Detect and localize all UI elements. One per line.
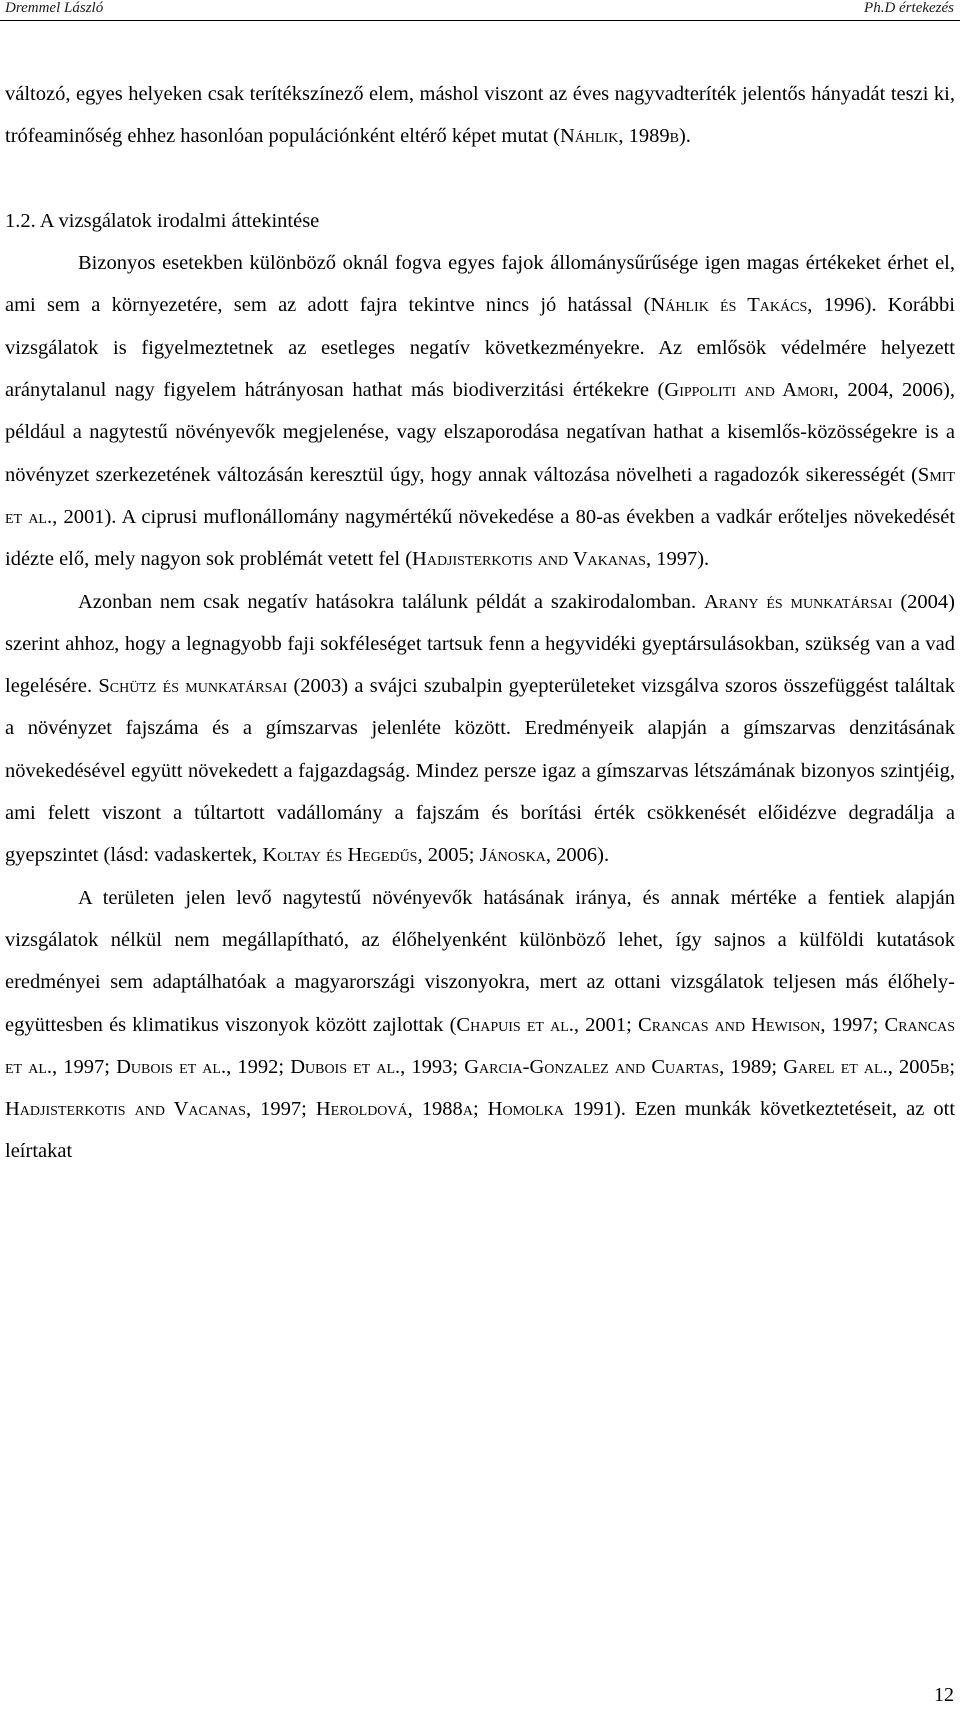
citation: Heroldová xyxy=(315,1098,408,1121)
running-header xyxy=(0,0,960,20)
section-number: 1.2. xyxy=(5,209,36,232)
citation: Smit et al. xyxy=(5,463,955,528)
citation: Arany és munkatársai xyxy=(703,590,893,613)
citation: Koltay és Hegedűs xyxy=(262,844,418,867)
citation: Garcia-Gonzalez and Cuartas xyxy=(464,1055,720,1078)
citation: Crancas et al. xyxy=(5,1013,955,1078)
citation: Gippoliti and Amori xyxy=(664,379,834,402)
page-body xyxy=(5,73,955,1173)
citation: Hadjisterkotis and Vakanas xyxy=(412,548,646,571)
citation: Dubois et al. xyxy=(116,1055,227,1078)
header-author: Dremmel László xyxy=(5,0,104,16)
page-number: 12 xyxy=(934,1684,954,1706)
paragraph-1: Bizonyos esetekben különböző oknál fogva egyes fajok állománysűrűsége igen magas értékeket érhet el, ami sem a környezetére, sem az adott fajra tekintve nincs jó hatással (Náhlik és Takács, 1996). Korábbi vizsgálatok is figyelmeztetnek az esetleges negatív következményekre. Az emlősök védelmére helyezett aránytalanul nagy figyelem hátrányosan hathat más biodiverzitási értékekre (Gippoliti and Amori, 2004, 2006), például a nagytestű növényevők megjelenése, vagy elszaporodása negatívan hathat a kisemlős-közösségekre is a növényzet szerkezetének változásán keresztül úgy, hogy annak változása növelheti a ragadozók sikerességét (Smit et al., 2001). A ciprusi muflonállomány nagymértékű növekedése a 80-as években a vadkár erőteljes növekedését idézte elő, mely nagyon sok problémát vetett fel (Hadjisterkotis and Vakanas, 1997). xyxy=(5,252,956,571)
citation: Dubois et al. xyxy=(290,1055,401,1078)
intro-paragraph: változó, egyes helyeken csak terítékszínező elem, máshol viszont az éves nagyvadteríték jelentős hányadát teszi ki, trófeaminőség ehhez hasonlóan populációnként eltérő képet mutat (Náhlik, 1989b). xyxy=(5,83,955,148)
citation: Jánoska xyxy=(479,844,546,867)
header-title: Ph.D értekezés xyxy=(864,0,954,16)
citation: Crancas and Hewison xyxy=(638,1013,821,1036)
citation: Homolka xyxy=(487,1098,564,1121)
citation: Chapuis et al. xyxy=(456,1013,574,1036)
citation: Hadjisterkotis and Vacanas xyxy=(5,1098,246,1121)
header-divider xyxy=(0,20,960,21)
citation: Náhlik xyxy=(560,125,619,148)
citation: Náhlik és Takács xyxy=(650,294,808,317)
citation: Garel et al. xyxy=(783,1055,888,1078)
citation: Schütz és munkatársai xyxy=(98,675,288,698)
paragraph-3: A területen jelen levő nagytestű növényevők hatásának iránya, és annak mértéke a fentiek alapján vizsgálatok nélkül nem megállapítható, az élőhelyenként különböző lehet, így sajnos a külföldi kutatások eredményei sem adaptálhatóak a magyarországi viszonyokra, mert az ottani vizsgálatok teljesen más élőhely-együttesben és klimatikus viszonyok között zajlottak (Chapuis et al., 2001; Crancas and Hewison, 1997; Crancas et al., 1997; Dubois et al., 1992; Dubois et al., 1993; Garcia-Gonzalez and Cuartas, 1989; Garel et al., 2005b; Hadjisterkotis and Vacanas, 1997; Heroldová, 1988a; Homolka 1991). Ezen munkák következtetéseit, az ott leírtakat xyxy=(5,886,956,1163)
blank-line xyxy=(5,158,955,200)
paragraph-2: Azonban nem csak negatív hatásokra találunk példát a szakirodalomban. Arany és munkatársai (2004) szerint ahhoz, hogy a legnagyobb faji sokféleséget tartsuk fenn a hegyvidéki gyeptársulásokban, szükség van a vad legelésére. Schütz és munkatársai (2003) a svájci szubalpin gyepterületeket vizsgálva szoros összefüggést találtak a növényzet fajszáma és a gímszarvas jelenléte között. Eredményeik alapján a gímszarvas denzitásának növekedésével együtt növekedett a fajgazdagság. Mindez persze igaz a gímszarvas létszámának bizonyos szintjéig, ami felett viszont a túltartott vadállomány a fajszám és borítási érték csökkenését előidézve degradálja a gyepszintet (lásd: vadaskertek, Koltay és Hegedűs, 2005; Jánoska, 2006). xyxy=(5,590,955,867)
section-heading xyxy=(5,200,955,242)
section-title: A vizsgálatok irodalmi áttekintése xyxy=(39,209,320,232)
